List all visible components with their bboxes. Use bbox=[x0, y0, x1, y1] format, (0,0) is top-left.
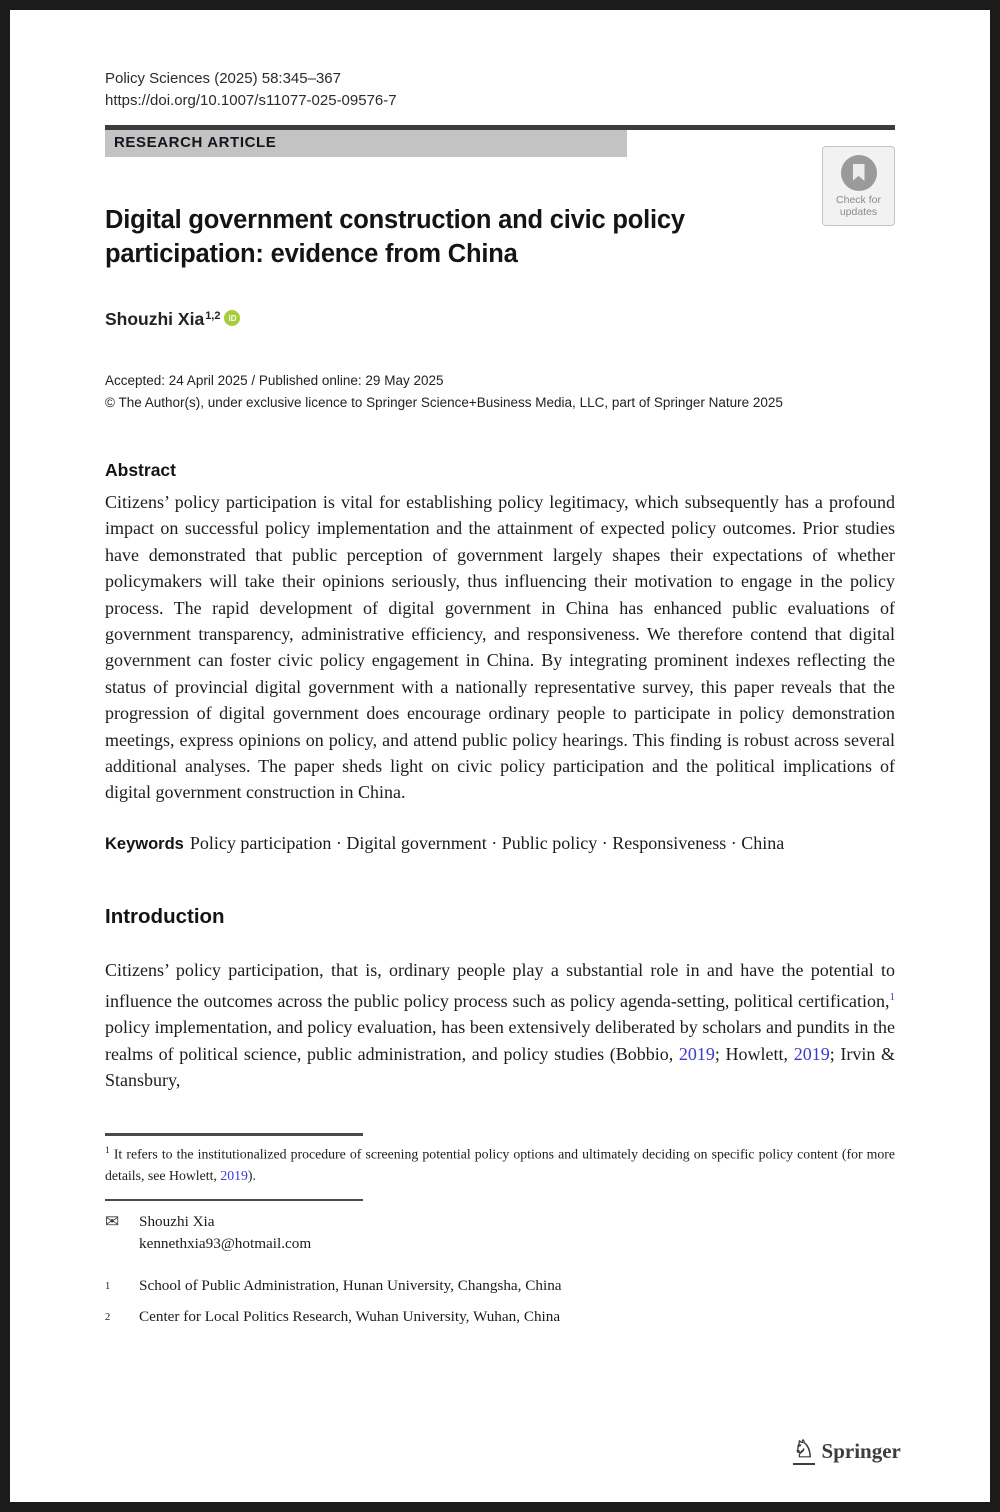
footnote-text-part: ). bbox=[247, 1167, 256, 1183]
citation-link-howlett-2019[interactable]: 2019 bbox=[793, 1043, 830, 1064]
intro-text-part: ; Howlett, bbox=[714, 1043, 794, 1064]
footnote-citation-link-howlett-2019[interactable]: 2019 bbox=[220, 1167, 248, 1183]
correspondence-separator bbox=[105, 1199, 363, 1201]
article-type-bar bbox=[105, 130, 627, 157]
introduction-paragraph bbox=[105, 957, 895, 1093]
copyright-line: © The Author(s), under exclusive licence to Springer Science+Business Media, LLC, part of Springer Nature 2025 bbox=[105, 395, 783, 410]
intro-text-part: policy implementation, and policy evaluation, has been extensively deliberated by scholars and pundits in the realms of political science, public administration, and policy studies (Bobbio, bbox=[105, 1017, 895, 1064]
check-updates-label: Check for updates bbox=[836, 193, 881, 218]
article-title: Digital government construction and civic policy participation: evidence from China bbox=[105, 206, 685, 268]
affiliation-number: 1 bbox=[105, 1280, 111, 1292]
springer-knight-icon: ♘ bbox=[793, 1437, 815, 1463]
check-updates-icon bbox=[841, 155, 877, 191]
author-line bbox=[105, 309, 895, 330]
affiliation-number: 2 bbox=[105, 1311, 111, 1323]
article-type-label: RESEARCH ARTICLE bbox=[114, 134, 277, 151]
publication-dates-block bbox=[105, 370, 895, 414]
citation-link-bobbio-2019[interactable]: 2019 bbox=[678, 1043, 715, 1064]
paper-page bbox=[10, 10, 990, 1502]
author-affiliation-superscript: 1,2 bbox=[205, 310, 221, 322]
footnote-text-part: It refers to the institutionalized procedure of screening potential policy options and ultimately deciding on specific policy content (for more details, see Howlett, bbox=[105, 1146, 895, 1183]
intro-text-part: Citizens’ policy participation, that is, ordinary people play a substantial role in and have the potential to influence the outcomes across the public policy process such as policy agenda-setting, political certification, bbox=[105, 960, 895, 1011]
keywords-line bbox=[105, 830, 895, 857]
affiliation-text: Center for Local Politics Research, Wuhan University, Wuhan, China bbox=[139, 1307, 561, 1325]
keywords-label: Keywords bbox=[105, 834, 184, 853]
springer-logo bbox=[793, 1438, 901, 1465]
footnote-separator bbox=[105, 1133, 363, 1136]
affiliation-row bbox=[105, 1306, 895, 1329]
keywords-text: Policy participation · Digital government · Public policy · Responsiveness · China bbox=[189, 832, 785, 853]
check-for-updates-badge[interactable] bbox=[822, 146, 895, 226]
affiliations-list bbox=[105, 1275, 895, 1329]
corresponding-author-name: Shouzhi Xia bbox=[139, 1212, 215, 1230]
journal-citation: Policy Sciences (2025) 58:345–367 bbox=[105, 70, 341, 87]
orcid-icon[interactable]: iD bbox=[224, 310, 240, 326]
affiliation-row bbox=[105, 1275, 895, 1298]
footnote-marker: 1 bbox=[105, 1146, 110, 1157]
abstract-heading: Abstract bbox=[105, 460, 176, 480]
correspondence-block bbox=[105, 1211, 895, 1255]
introduction-heading: Introduction bbox=[105, 905, 225, 929]
abstract-text: Citizens’ policy participation is vital for establishing policy legitimacy, which subsequently has a profound impact on successful policy implementation and the attainment of expected policy outcomes. Prior studies have demonstrated that public perception of government largely shapes their expectations of whether policymakers will take their opinions seriously, thus influencing their motivation to engage in the policy process. The rapid development of digital government in China has enhanced public evaluations of government transparency, administrative efficiency, and responsiveness. We therefore contend that digital government can foster civic policy engagement in China. By integrating prominent indexes reflecting the status of provincial digital government with a nationally representative survey, this paper reveals that the progression of digital government does encourage ordinary people to participate in policy demonstration meetings, express opinions on policy, and attend public policy hearings. This finding is robust across several additional analyses. The paper sheds light on civic policy participation and the political implications of digital government construction in China. bbox=[105, 492, 895, 803]
springer-wordmark: Springer bbox=[821, 1439, 901, 1463]
doi-link[interactable]: https://doi.org/10.1007/s11077-025-09576-7 bbox=[105, 92, 397, 109]
accepted-published-line: Accepted: 24 April 2025 / Published online: 29 May 2025 bbox=[105, 373, 444, 388]
author-name: Shouzhi Xia bbox=[105, 309, 205, 329]
intro-text-part: ; Irvin & Stansbury, bbox=[105, 1043, 895, 1090]
journal-header bbox=[105, 68, 895, 112]
email-link[interactable]: kennethxia93@hotmail.com bbox=[139, 1234, 312, 1252]
footnote-1 bbox=[105, 1141, 895, 1186]
email-icon: ✉ bbox=[105, 1211, 120, 1231]
bookmark-icon bbox=[853, 164, 865, 181]
footnote-reference-1[interactable]: 1 bbox=[889, 990, 895, 1003]
affiliation-text: School of Public Administration, Hunan University, Changsha, China bbox=[139, 1276, 562, 1294]
